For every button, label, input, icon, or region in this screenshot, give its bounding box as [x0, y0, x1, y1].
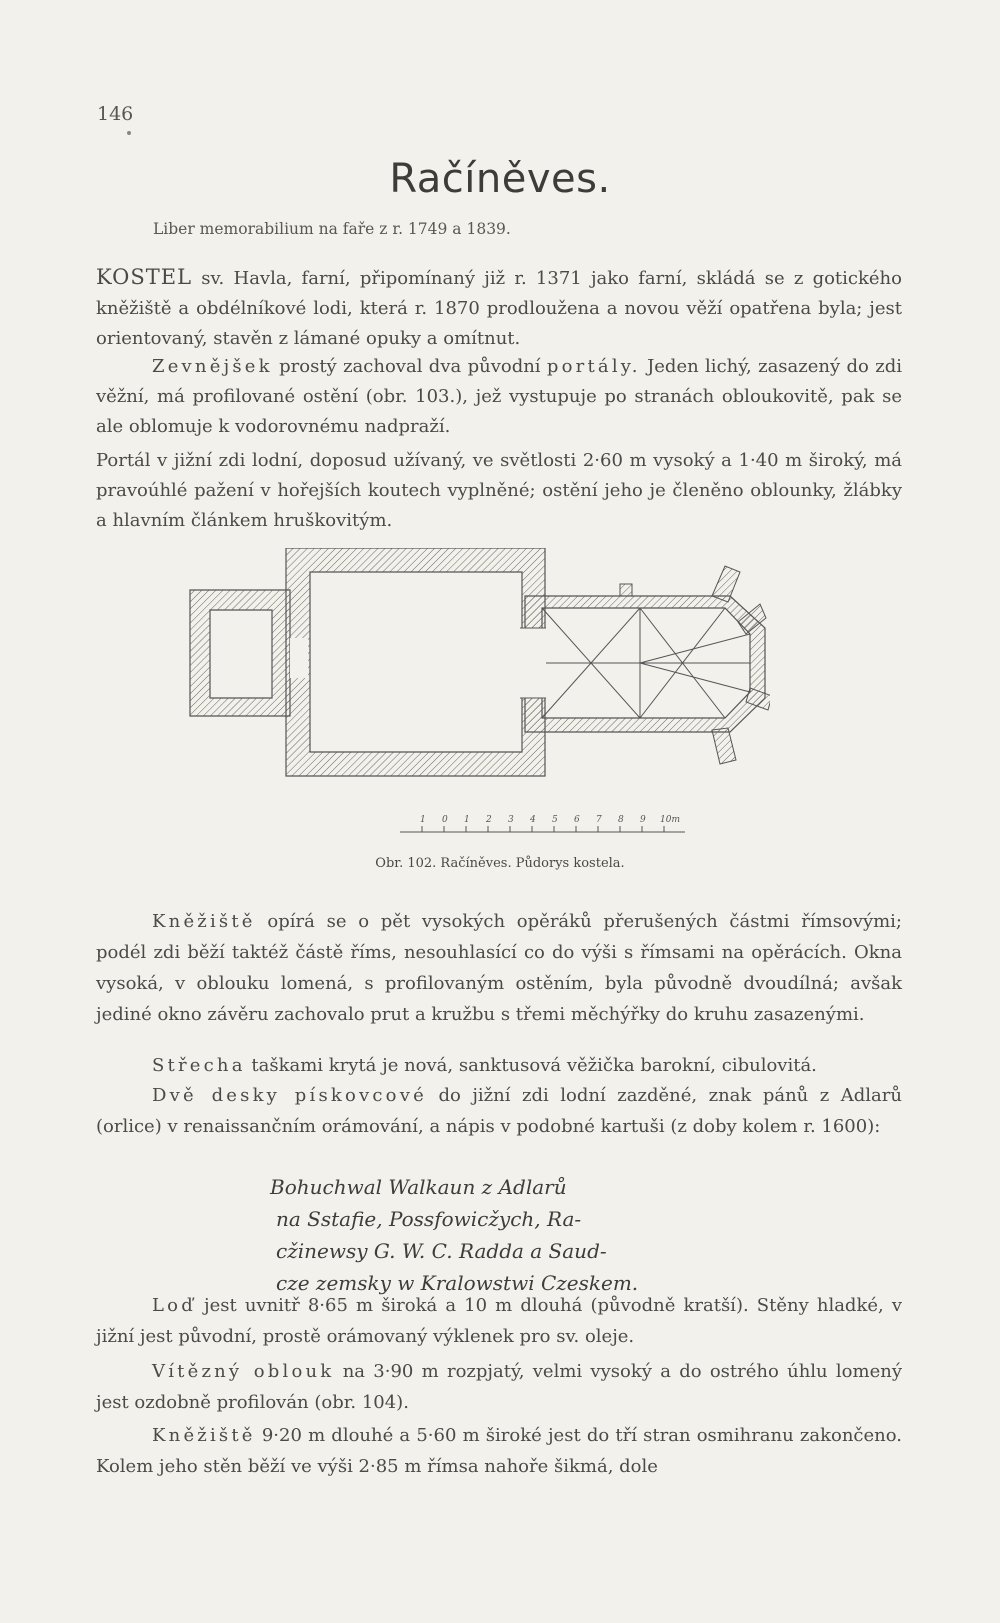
- paragraph-text: prostý zachoval dva původní: [272, 356, 547, 377]
- scale-label: 2: [486, 815, 492, 825]
- lead-word: Vítězný oblouk: [152, 1361, 335, 1382]
- vault-ribs: [542, 608, 750, 718]
- lead-word: Kněžiště: [152, 1425, 256, 1446]
- buttress: [712, 728, 736, 764]
- paragraph-text: na 3·90 m rozpjatý, velmi vysoký a do ostrého úhlu lomený jest ozdobně profilován (obr. 104).: [96, 1361, 902, 1413]
- lead-word: KOSTEL: [96, 265, 193, 289]
- scale-label: 3: [508, 815, 514, 825]
- inscription-line: cze zemsky w Kralowstwi Czeskem.: [276, 1271, 639, 1295]
- lead-word: Zevnějšek: [152, 356, 273, 377]
- scale-label: 1: [464, 815, 470, 825]
- tower-walls: [190, 590, 290, 716]
- paragraph-strecha: [96, 1051, 902, 1081]
- scale-label: 6: [574, 815, 580, 825]
- paragraph-zevnejsek: [96, 352, 902, 442]
- triumphal-arch: [520, 628, 546, 698]
- paragraph-text: Portál v jižní zdi lodní, doposud užívaný, ve světlosti 2·60 m vysoký a 1·40 m široký, má pravoúhlé pažení v hořejších koutech vyplněné; ostění jeho je členěno oblounky, žlábky a hlavním článkem hruškovitým.: [96, 450, 902, 531]
- subtitle: Liber memorabilium na faře z r. 1749 a 1839.: [153, 220, 511, 238]
- buttress: [712, 566, 740, 602]
- lead-word: portály.: [546, 356, 641, 377]
- scale-label: 9: [640, 815, 646, 825]
- inscription-line: na Sstafie, Possfowicžych, Ra-: [276, 1207, 582, 1231]
- inscription: [270, 1171, 730, 1299]
- paragraph-text: jest uvnitř 8·65 m široká a 10 m dlouhá (původně kratší). Stěny hladké, v jižní jest původní, prostě orámovaný výklenek pro sv. oleje.: [96, 1295, 902, 1347]
- page-dot: [127, 131, 131, 135]
- paragraph-text: 9·20 m dlouhé a 5·60 m široké jest do tří stran osmihranu zakončeno. Kolem jeho stěn běží ve výši 2·85 m římsa nahoře šikmá, dole: [96, 1425, 902, 1477]
- scale-label: 1: [420, 815, 426, 825]
- nave-walls: [286, 548, 545, 776]
- paragraph-desky: [96, 1080, 902, 1142]
- nave-door: [290, 638, 308, 678]
- floor-plan-figure: [180, 548, 770, 788]
- paragraph-text: sv. Havla, farní, připomínaný již r. 1371 jako farní, skládá se z gotického kněžiště a obdélníkové lodi, která r. 1870 prodloužena a novou věží opatřena byla; jest orientovaný, stavěn z lámané opuky a omítnut.: [96, 268, 902, 349]
- scale-label: 10m: [660, 815, 680, 825]
- scale-label: 5: [552, 815, 558, 825]
- lead-word: Dvě desky pískovcové: [152, 1085, 427, 1106]
- paragraph-portal: [96, 446, 902, 536]
- scale-label: 8: [618, 815, 624, 825]
- scale-bar: [400, 812, 700, 838]
- paragraph-vitezny-oblouk: [96, 1356, 902, 1418]
- scale-label: 7: [596, 815, 602, 825]
- paragraph-knezeste-rozmery: [96, 1420, 902, 1482]
- buttress: [620, 584, 632, 596]
- page-title: Račíněves.: [389, 156, 611, 202]
- paragraph-text: opírá se o pět vysokých opěráků přerušených částmi římsovými; podél zdi běží taktéž částě říms, nesouhlasící co do výši s římsami na opěrácích. Okna vysoká, v oblouku lomená, s profilovaným ostěním, byla původně dvoudílná; avšak jediné okno závěru zachovalo prut a kružbu s třemi měchýřky do kruhu zasazenými.: [96, 911, 902, 1025]
- scale-label: 4: [530, 815, 536, 825]
- figure-caption: Obr. 102. Račíněves. Půdorys kostela.: [375, 856, 625, 871]
- paragraph-text: do jižní zdi lodní zazděné, znak pánů z Adlarů (orlice) v renaissančním orámování, a nápis v podobné kartuši (z doby kolem r. 1600):: [96, 1085, 902, 1137]
- paragraph-lod: [96, 1290, 902, 1352]
- paragraph-text: Jeden lichý, zasazený do zdi věžní, má profilované ostění (obr. 103.), jež vystupuje po stranách obloukovitě, pak se ale oblomuje k vodorovnému nadpraží.: [96, 356, 902, 437]
- paragraph-knezeste: [96, 906, 902, 1030]
- paragraph-kostel: [96, 262, 902, 354]
- lead-word: Střecha: [152, 1055, 246, 1076]
- lead-word: Kněžiště: [152, 911, 256, 932]
- scale-label: 0: [442, 815, 448, 825]
- page-number: 146: [97, 103, 134, 125]
- lead-word: Loď: [152, 1295, 196, 1316]
- inscription-line: Bohuchwal Walkaun z Adlarů: [270, 1175, 567, 1199]
- inscription-line: cžinewsy G. W. C. Radda a Saud-: [276, 1239, 607, 1263]
- paragraph-text: taškami krytá je nová, sanktusová věžička barokní, cibulovitá.: [245, 1055, 817, 1076]
